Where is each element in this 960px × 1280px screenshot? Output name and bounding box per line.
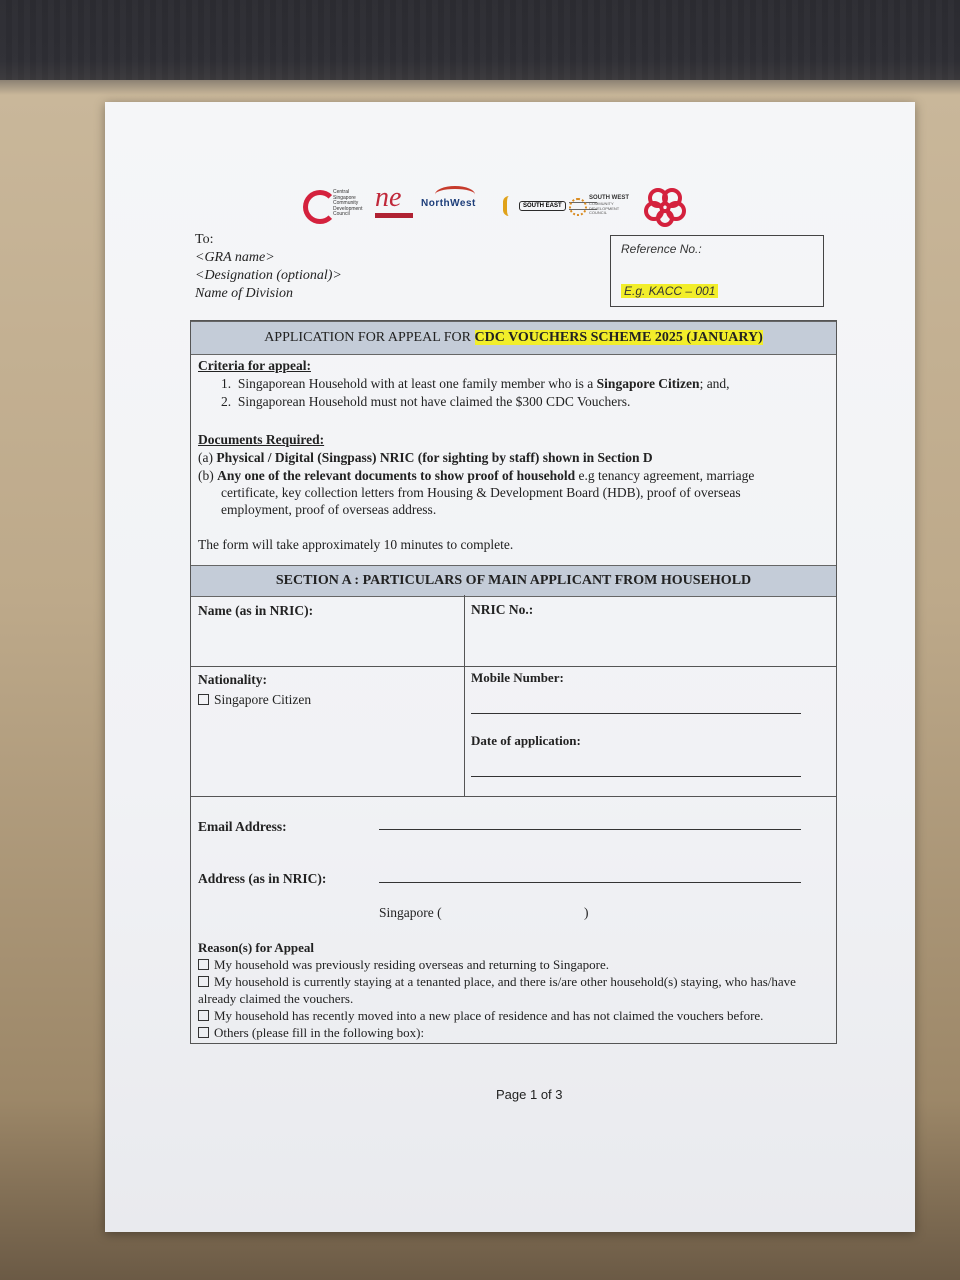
document-b-line3: employment, proof of overseas address. [221,502,437,517]
date-input[interactable] [471,776,801,777]
reason-2-checkbox[interactable] [198,976,209,987]
gra-name: <GRA name> [195,250,275,265]
southwest-cdc-logo: SOUTH WEST COMMUNITY DEVELOPMENT COUNCIL [569,192,639,222]
postal-prefix: Singapore ( [379,905,442,920]
reason-2-cont: already claimed the vouchers. [198,991,354,1006]
section-a-title: SECTION A : PARTICULARS OF MAIN APPLICANT FROM HOUSEHOLD [191,565,836,597]
name-input[interactable] [191,611,463,665]
date-label: Date of application: [471,733,581,748]
central-cdc-logo: Central Singapore Community Development Council [303,190,373,224]
northeast-cdc-logo: ne [375,184,413,224]
reason-3-checkbox[interactable] [198,1010,209,1021]
reasons-heading: Reason(s) for Appeal [198,940,315,955]
row-divider-2 [191,796,836,797]
postal-code-input[interactable] [453,904,581,922]
row-divider-1 [191,666,836,667]
northwest-cdc-logo: NorthWest [421,198,476,209]
singapore-citizen-option[interactable]: Singapore Citizen [198,691,311,709]
documents-heading: Documents Required: [198,432,325,447]
nationality-label: Nationality: [198,672,267,687]
page-number: Page 1 of 3 [496,1087,563,1102]
flower-logo-icon [643,184,687,228]
to-label: To: [195,232,214,247]
recipient-block [195,231,342,303]
duration-note: The form will take approximately 10 minutes to complete. [198,537,514,552]
reference-example: E.g. KACC – 001 [621,284,718,298]
reason-1-checkbox[interactable] [198,959,209,970]
reason-3[interactable]: My household has recently moved into a new place of residence and has not claimed the vouchers before. [198,1007,763,1025]
division-name: Name of Division [195,286,293,301]
form-page [105,102,915,1232]
nric-label: NRIC No.: [471,602,534,617]
email-input[interactable] [379,829,801,830]
form-frame [190,320,837,1044]
email-label: Email Address: [198,819,287,834]
document-b-line2: certificate, key collection letters from Housing & Development Board (HDB), proof of overseas [221,485,741,500]
citizen-checkbox[interactable] [198,694,209,705]
name-label: Name (as in NRIC): [198,603,314,618]
form-title: APPLICATION FOR APPEAL FOR CDC VOUCHERS SCHEME 2025 (JANUARY) [191,321,836,355]
reason-4[interactable]: Others (please fill in the following box): [198,1024,424,1042]
document-a: (a) Physical / Digital (Singpass) NRIC (for sighting by staff) shown in Section D [198,450,653,465]
criteria-item-1: 1. Singaporean Household with at least one family member who is a Singapore Citizen; and, [221,376,730,391]
nric-input[interactable] [465,611,835,665]
desk-background [0,0,960,80]
cdc-logos-row [303,184,703,229]
southeast-cdc-logo: SOUTH EAST [503,196,597,216]
criteria-item-2: 2. Singaporean Household must not have claimed the $300 CDC Vouchers. [221,394,631,409]
mobile-label: Mobile Number: [471,670,564,685]
address-input[interactable] [379,882,801,883]
mobile-input[interactable] [471,713,801,714]
reference-box [610,235,824,307]
criteria-heading: Criteria for appeal: [198,358,311,373]
designation: <Designation (optional)> [195,268,342,283]
document-b: (b) Any one of the relevant documents to show proof of household e.g tenancy agreement, marriage [198,468,755,483]
reason-1[interactable]: My household was previously residing overseas and returning to Singapore. [198,956,609,974]
reason-2[interactable]: My household is currently staying at a tenanted place, and there is/are other household(s) staying, who has/have [198,973,796,991]
reason-4-checkbox[interactable] [198,1027,209,1038]
reference-label: Reference No.: [621,242,702,256]
postal-suffix: ) [584,905,589,920]
address-label: Address (as in NRIC): [198,871,327,886]
